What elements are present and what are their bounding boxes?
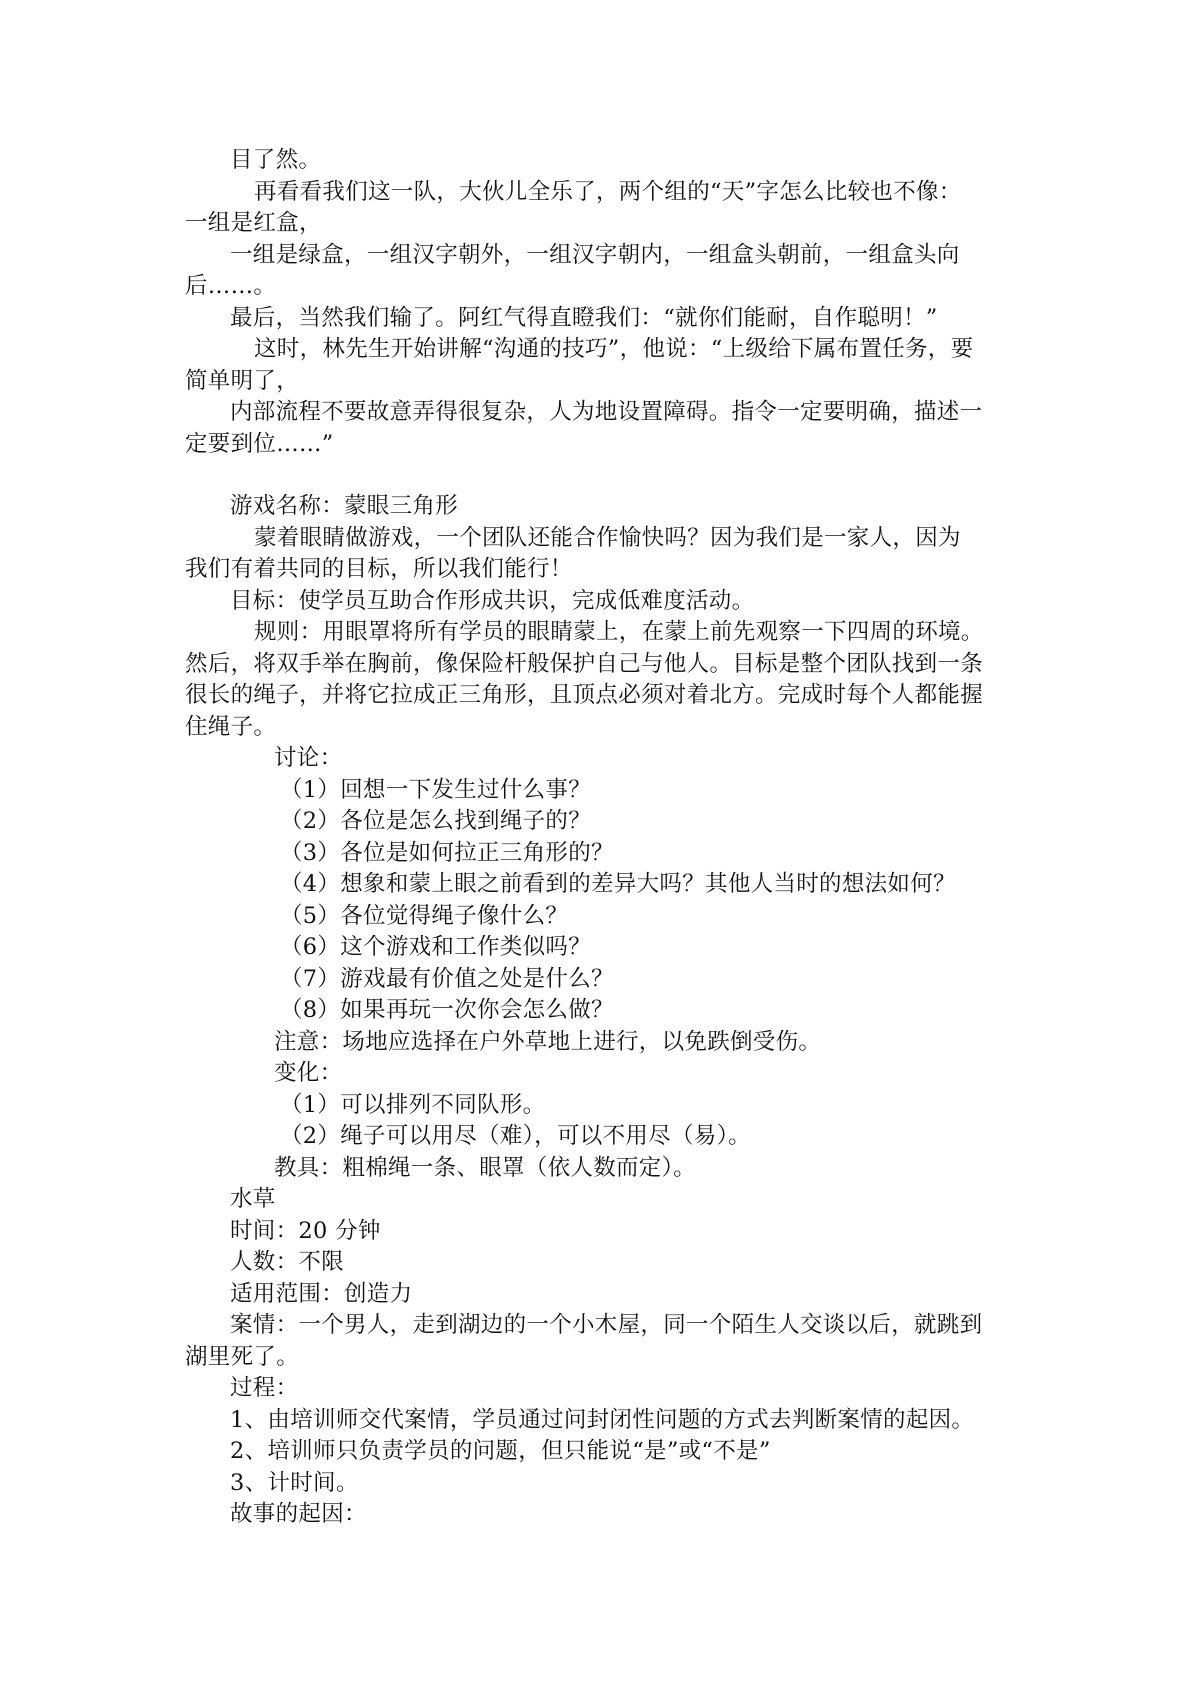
variation-item: （1）可以排列不同队形。 — [280, 1091, 546, 1118]
process-step: 2、培训师只负责学员的问题，但只能说“是”或“不是” — [230, 1438, 771, 1464]
cause-label: 故事的起因： — [230, 1501, 367, 1527]
story-line-5: 后……。 — [185, 273, 277, 299]
game2-scope: 适用范围：创造力 — [230, 1280, 413, 1307]
game2-time: 时间：20 分钟 — [230, 1217, 381, 1244]
game-title: 游戏名称：蒙眼三角形 — [230, 493, 459, 519]
game2-people: 人数：不限 — [230, 1249, 345, 1275]
process-label: 过程： — [230, 1375, 299, 1401]
discussion-item: （4）想象和蒙上眼之前看到的差异大吗？其他人当时的想法如何？ — [280, 871, 956, 897]
game-rule-line-1: 规则：用眼罩将所有学员的眼睛蒙上，在蒙上前先观察一下四周的环境。 — [254, 619, 984, 645]
discussion-label: 讨论： — [274, 745, 343, 771]
story-line-9: 内部流程不要故意弄得很复杂，人为地设置障碍。指令一定要明确，描述一 — [230, 399, 983, 425]
variation-item: （2）绳子可以用尽（难），可以不用尽（易）。 — [280, 1123, 751, 1149]
story-line-4: 一组是绿盒，一组汉字朝外，一组汉字朝内，一组盒头朝前，一组盒头向 — [230, 241, 960, 268]
document-page — [185, 145, 1025, 1531]
story-line-2: 再看看我们这一队，大伙儿全乐了，两个组的“天”字怎么比较也不像： — [254, 178, 962, 205]
story-line-6: 最后，当然我们输了。阿红气得直瞪我们：“就你们能耐，自作聪明！” — [230, 304, 938, 331]
story-line-8: 简单明了， — [185, 367, 300, 394]
discussion-item: （3）各位是如何拉正三角形的？ — [280, 839, 614, 866]
tools-text: 教具：粗棉绳一条、眼罩（依人数而定）。 — [274, 1154, 696, 1181]
discussion-item: （2）各位是怎么找到绳子的？ — [280, 808, 592, 834]
process-step: 1、由培训师交代案情，学员通过问封闭性问题的方式去判断案情的起因。 — [230, 1406, 975, 1433]
story-line-10: 定要到位……” — [185, 430, 334, 457]
game2-title: 水草 — [230, 1186, 276, 1212]
process-step: 3、计时间。 — [230, 1469, 359, 1496]
game-goal: 目标：使学员互助合作形成共识，完成低难度活动。 — [230, 587, 755, 614]
game2-case-line-2: 湖里死了。 — [185, 1343, 300, 1370]
discussion-item: （6）这个游戏和工作类似吗？ — [280, 934, 592, 960]
discussion-item: （8）如果再玩一次你会怎么做？ — [280, 997, 614, 1023]
game-rule-line-2: 然后，将双手举在胸前，像保险杆般保护自己与他人。目标是整个团队找到一条 — [185, 650, 984, 677]
game-intro-line-1: 蒙着眼睛做游戏，一个团队还能合作愉快吗？因为我们是一家人，因为 — [254, 524, 961, 551]
game-rule-line-4: 住绳子。 — [185, 713, 277, 740]
note-text: 注意：场地应选择在户外草地上进行，以免跌倒受伤。 — [274, 1028, 822, 1055]
section-gap — [185, 460, 1025, 491]
variation-label: 变化： — [274, 1060, 343, 1086]
game-intro-line-2: 我们有着共同的目标，所以我们能行！ — [185, 556, 573, 582]
discussion-item: （1）回想一下发生过什么事？ — [280, 776, 592, 803]
game2-case-line-1: 案情：一个男人，走到湖边的一个小木屋，同一个陌生人交谈以后，就跳到 — [230, 1312, 983, 1338]
story-line-1: 目了然。 — [230, 147, 322, 173]
game-rule-line-3: 很长的绳子，并将它拉成正三角形，且顶点必须对着北方。完成时每个人都能握 — [185, 682, 984, 708]
story-line-3: 一组是红盒， — [185, 210, 322, 236]
story-line-7: 这时，林先生开始讲解“沟通的技巧”，他说：“上级给下属布置任务，要 — [254, 336, 974, 362]
discussion-item: （5）各位觉得绳子像什么？ — [280, 902, 569, 929]
discussion-item: （7）游戏最有价值之处是什么？ — [280, 965, 614, 992]
